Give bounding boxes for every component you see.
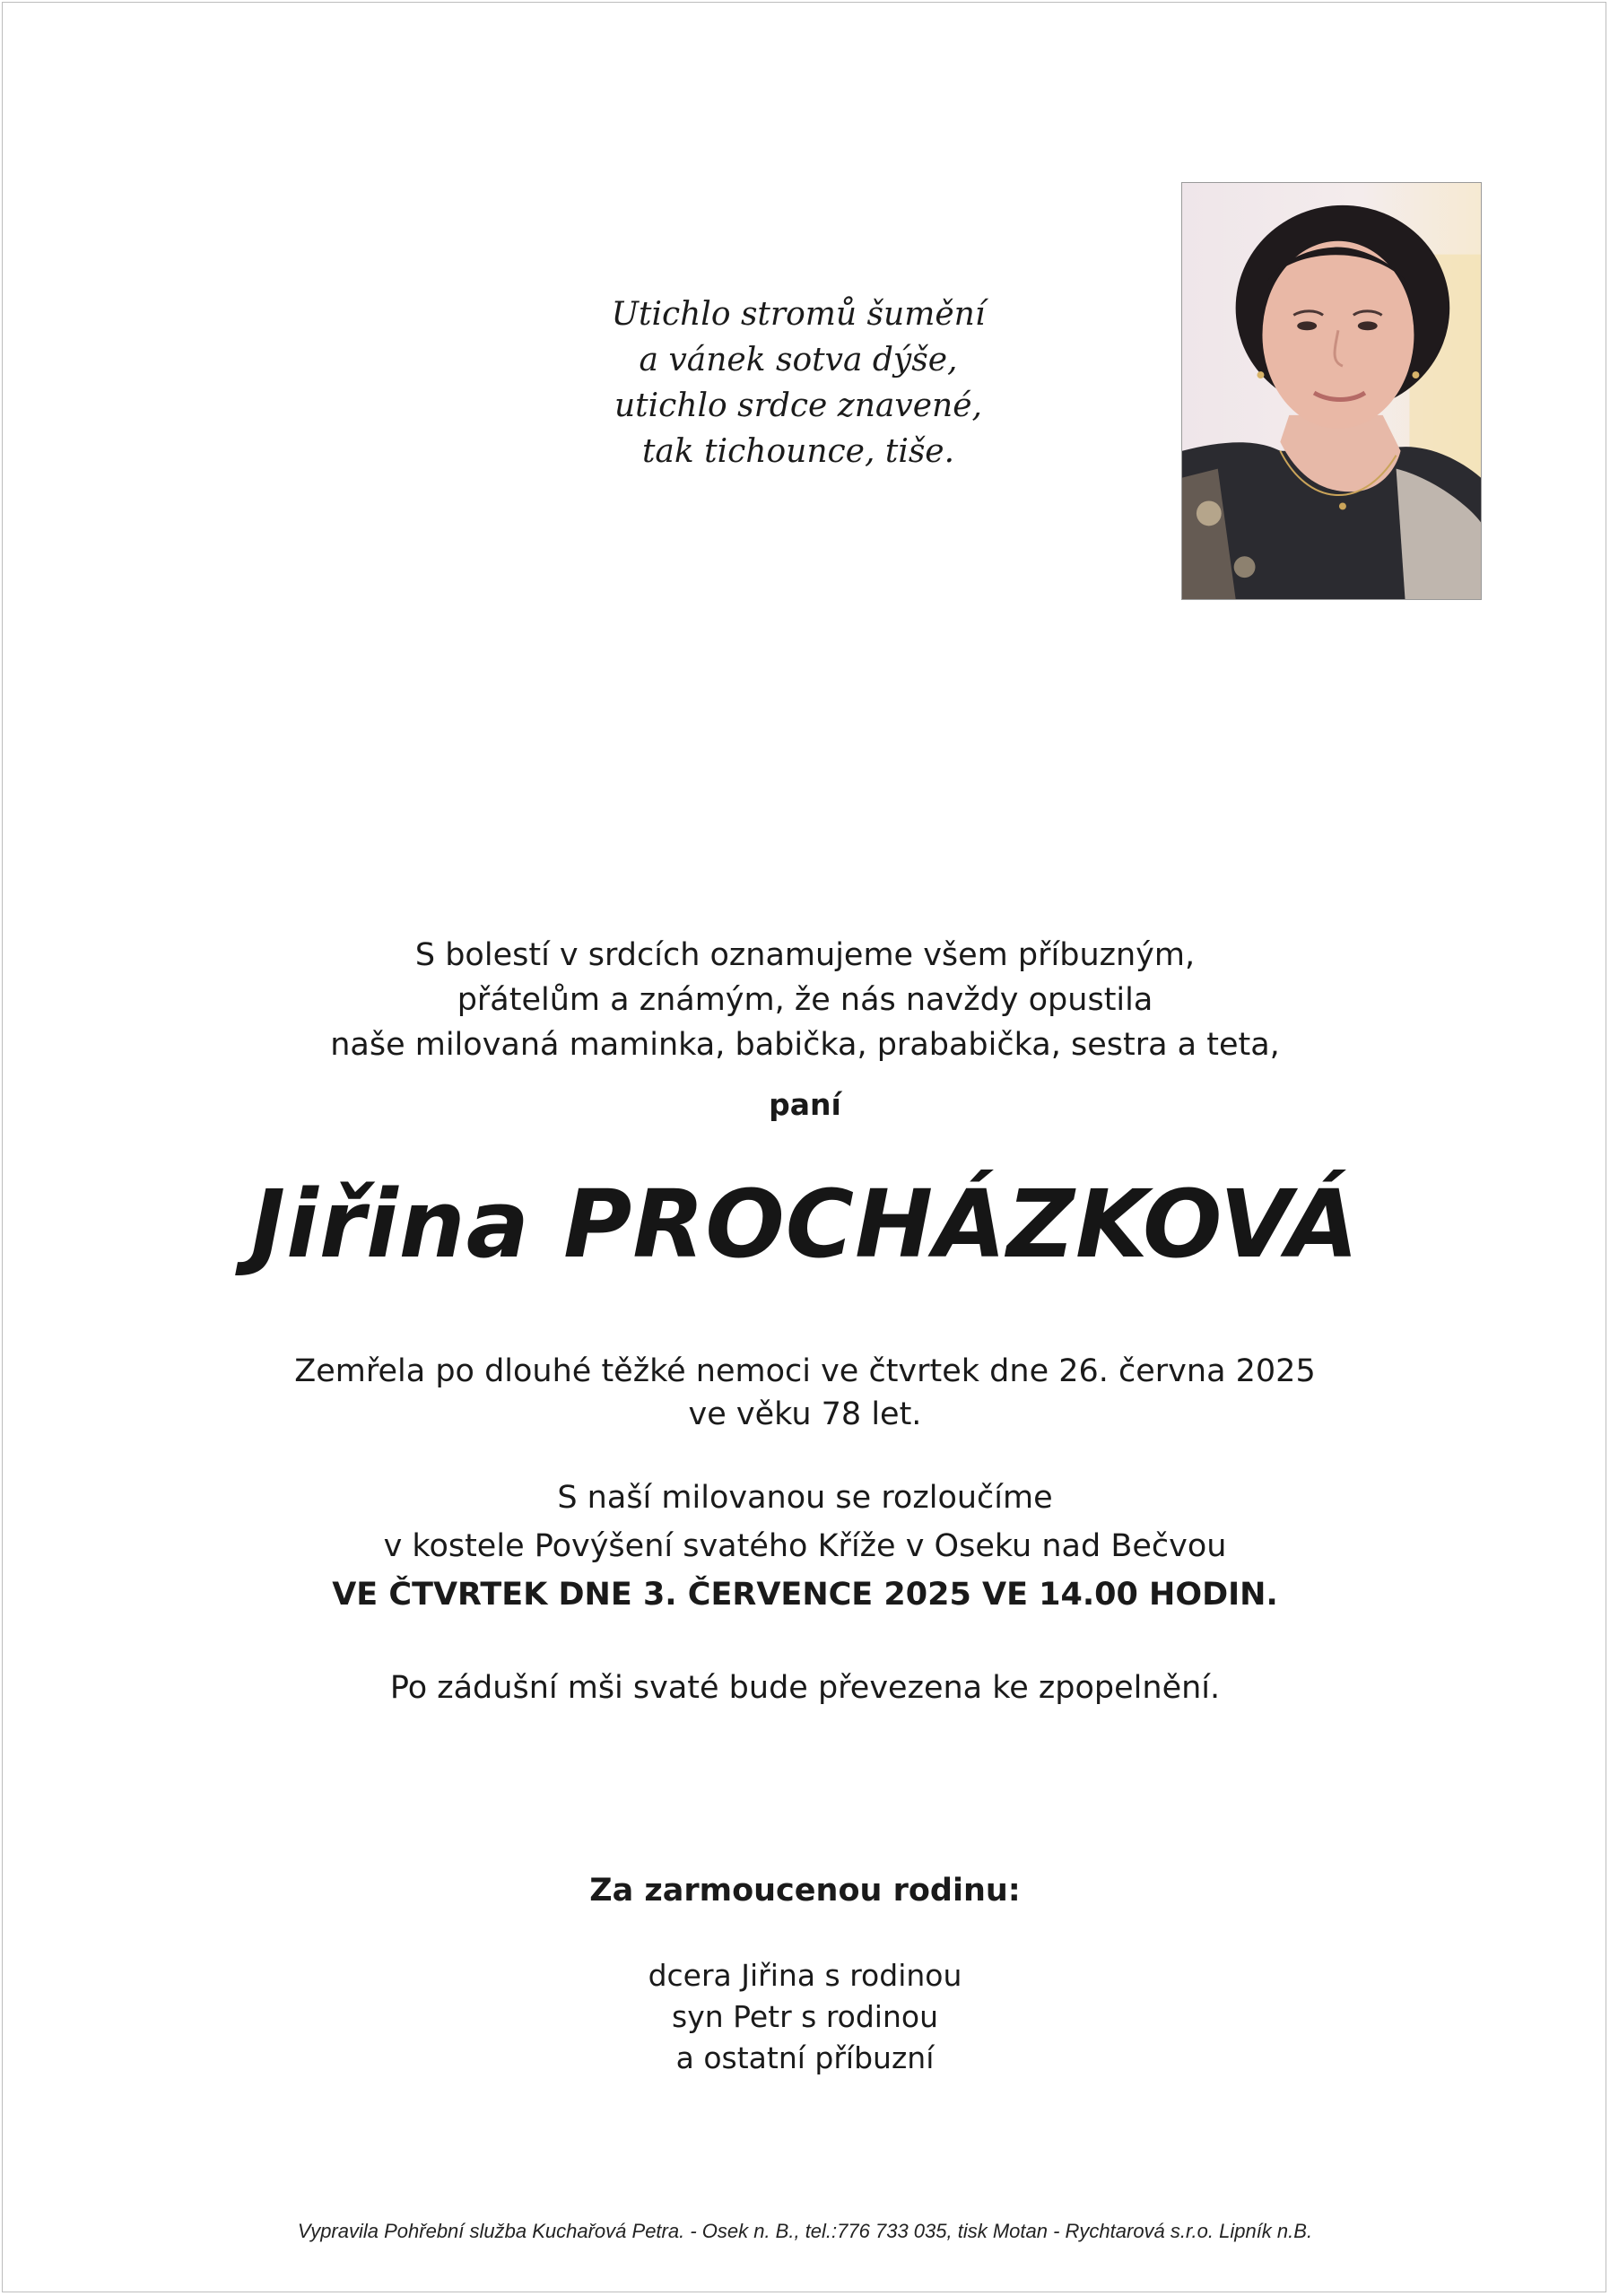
farewell-line: S naší milovanou se rozloučíme xyxy=(557,1480,1053,1516)
memorial-poem xyxy=(538,291,1058,474)
portrait-photo xyxy=(1181,182,1482,600)
poem-line: tak tichounce, tiše. xyxy=(641,433,955,470)
deceased-name: Jiřina PROCHÁZKOVÁ xyxy=(250,1170,1360,1279)
poem-line: a vánek sotva dýše, xyxy=(639,342,958,378)
announcement-line: naše milovaná maminka, babička, prababička, sestra a teta, xyxy=(330,1027,1280,1063)
family-member: a ostatní příbuzní xyxy=(675,2040,935,2075)
poem-line: Utichlo stromů šumění xyxy=(611,296,986,333)
announcement-line: přátelům a známým, že nás navždy opustila xyxy=(457,982,1153,1018)
cremation-note: Po zádušní mši svaté bude převezena ke zpopelnění. xyxy=(389,1670,1221,1706)
announcement-line: S bolestí v srdcích oznamujeme všem příbuzným, xyxy=(414,937,1196,973)
farewell-info xyxy=(0,1474,1610,1619)
death-info xyxy=(0,1350,1610,1436)
death-info-line: Zemřela po dlouhé těžké nemoci ve čtvrtek dne 26. června 2025 xyxy=(294,1353,1316,1389)
portrait-image xyxy=(1182,183,1481,599)
footer-credits: Vypravila Pohřební služba Kuchařová Petra. - Osek n. B., tel.:776 733 035, tisk Motan - Rychtarová s.r.o. Lipník n.B. xyxy=(297,2220,1313,2242)
poem-line: utichlo srdce znavené, xyxy=(614,387,982,424)
family-heading: Za zarmoucenou rodinu: xyxy=(589,1873,1021,1909)
announcement-text xyxy=(0,933,1610,1067)
family-list xyxy=(0,1955,1610,2079)
family-member: dcera Jiřina s rodinou xyxy=(648,1958,962,1993)
family-member: syn Petr s rodinou xyxy=(672,1999,938,2034)
farewell-location: v kostele Povýšení svatého Kříže v Oseku nad Bečvou xyxy=(383,1528,1227,1564)
death-info-line: ve věku 78 let. xyxy=(688,1396,922,1432)
honorific: paní xyxy=(769,1087,841,1122)
farewell-date: VE ČTVRTEK DNE 3. ČERVENCE 2025 VE 14.00 HODIN. xyxy=(332,1577,1278,1613)
